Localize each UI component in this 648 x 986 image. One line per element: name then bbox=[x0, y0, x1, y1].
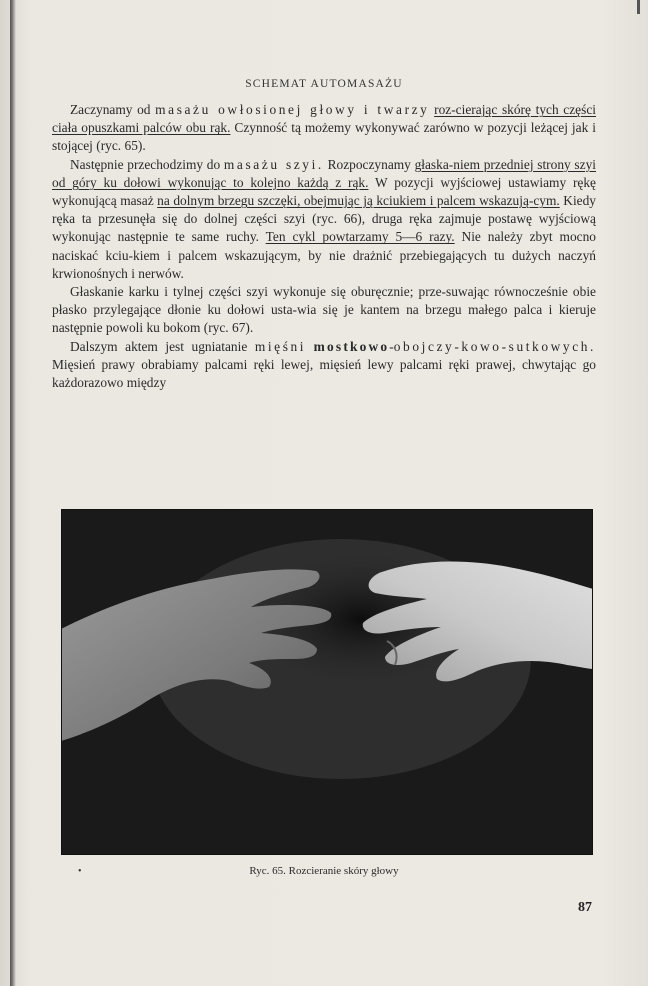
p4-space bbox=[306, 339, 314, 354]
paragraph-1 bbox=[52, 101, 596, 156]
p2-text-e: W pozycji wyjściowej ustawiamy rękę wykonującą masaż bbox=[52, 174, 596, 209]
p1-text-a: Zaczynamy od bbox=[70, 102, 156, 117]
body-text bbox=[52, 101, 596, 392]
p2-underlined-2: na dolnym brzegu szczęki, obejmując ją kciukiem i palcem wskazują-cym. bbox=[157, 193, 560, 209]
paragraph-4 bbox=[52, 338, 596, 393]
p1-spaced-heading: masażu owłosionej głowy i twarzy bbox=[155, 102, 430, 117]
p4-text-a: Dalszym aktem jest ugniatanie bbox=[70, 338, 255, 354]
p2-underlined-1: głaska-niem przedniej strony szyi od góry ku dołowi wykonując to kolejno każdą z rąk. bbox=[52, 156, 596, 190]
p2-text-a: Następnie przechodzimy do bbox=[70, 156, 224, 172]
corner-mark bbox=[637, 0, 640, 14]
p4-bold-mostkowo: mostkowo bbox=[313, 338, 390, 354]
caption-bullet: • bbox=[78, 866, 82, 877]
p1-underlined: roz-cierając skórę tych części ciała opuszkami palców obu rąk. bbox=[52, 102, 596, 136]
p2-underlined-3: Ten cykl powtarzamy 5—6 razy. bbox=[265, 229, 455, 245]
paragraph-2 bbox=[52, 156, 596, 283]
p4-spaced-muscles: mięśni bbox=[254, 338, 307, 354]
p4-dash: - bbox=[389, 338, 394, 354]
running-head: SCHEMAT AUTOMASAŻU bbox=[245, 78, 403, 90]
p2-text-i: Nie należy zbyt mocno naciskać kciu-kiem i palcem wskazującym, by nie drażnić przebiegających tu dużych naczyń krwionośnych i nerwów. bbox=[52, 229, 596, 281]
figure-caption: Ryc. 65. Rozcieranie skóry głowy bbox=[249, 865, 399, 877]
p2-text-c: Rozpoczynamy bbox=[323, 156, 415, 172]
page-number: 87 bbox=[578, 900, 592, 915]
p3-text: Głaskanie karku i tylnej części szyi wykonuje się oburęcznie; prze-suwając równocześnie obie płasko przylegające dłonie ku dołowi usta-wia się je kantem na brzegu małego palca i kieruje następnie powoli ku bokom (ryc. 67). bbox=[52, 284, 596, 336]
p1-text-e: Czynność tą możemy wykonywać zarówno w pozycji leżącej jak i stojącej (ryc. 65). bbox=[52, 120, 596, 154]
p4-spaced-obojczykowo: obojczy-kowo-sutkowych. bbox=[393, 338, 596, 354]
p2-spaced-heading: masażu szyi. bbox=[223, 156, 324, 172]
p4-text-g: Mięsień prawy obrabiamy palcami ręki lewej, mięsień lewy palcami ręki prawej, chwytając go każdorazowo między bbox=[52, 356, 596, 391]
hands-illustration bbox=[61, 509, 593, 855]
figure-photo-hands-on-head bbox=[61, 509, 593, 855]
paragraph-3 bbox=[52, 283, 596, 338]
binding-edge bbox=[10, 0, 16, 986]
p2-text-g: Kiedy ręka ta przesunęła się do dolnej części szyi (ryc. 66), druga ręka zajmuje postawę wyjściową wykonując następnie te same ruchy. bbox=[52, 193, 596, 245]
